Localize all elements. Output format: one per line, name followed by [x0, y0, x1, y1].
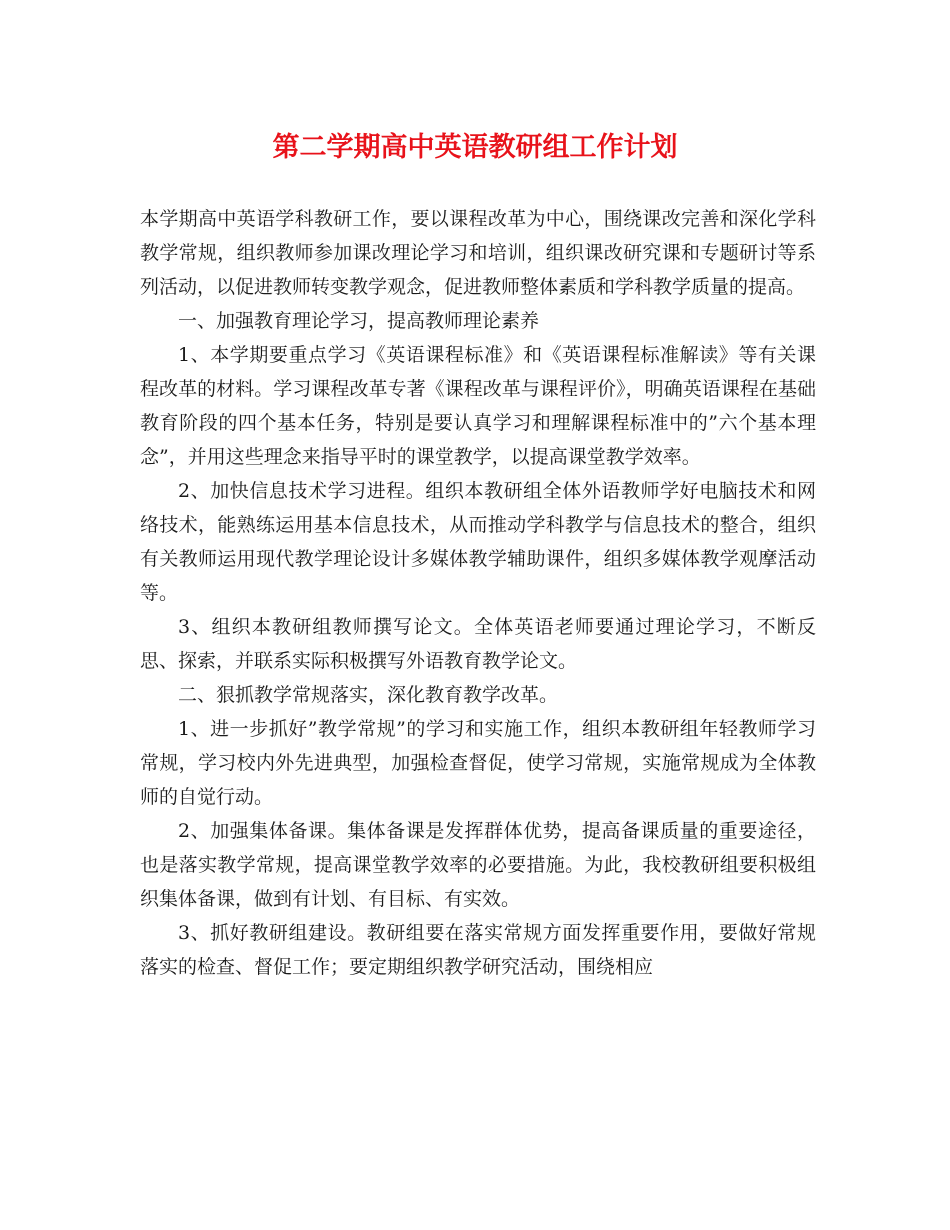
document-body: [140, 202, 816, 984]
paragraph-1-1: 1、本学期要重点学习《英语课程标准》和《英语课程标准解读》等有关课程改革的材料。学习课程改革专著《课程改革与课程评价》，明确英语课程在基础教育阶段的四个基本任务，特别是要认真学习和理解课程标准中的”六个基本理念”，并用这些理念来指导平时的课堂教学，以提高课堂教学效率。: [140, 344, 816, 468]
paragraph-2-3: 3、抓好教研组建设。教研组要在落实常规方面发挥重要作用，要做好常规落实的检查、督促工作；要定期组织教学研究活动，围绕相应: [140, 922, 816, 978]
intro-paragraph: 本学期高中英语学科教研工作，要以课程改革为中心，围绕课改完善和深化学科教学常规，组织教师参加课改理论学习和培训，组织课改研究课和专题研讨等系列活动，以促进教师转变教学观念，促进教师整体素质和学科教学质量的提高。: [140, 208, 816, 298]
paragraph-2-1: 1、进一步抓好”教学常规”的学习和实施工作，组织本教研组年轻教师学习常规，学习校内外先进典型，加强检查督促，使学习常规，实施常规成为全体教师的自觉行动。: [140, 718, 816, 808]
paragraph-1-3: 3、组织本教研组教师撰写论文。全体英语老师要通过理论学习，不断反思、探索，并联系实际积极撰写外语教育教学论文。: [140, 616, 816, 672]
section-heading-2: 二、狠抓教学常规落实，深化教育教学改革。: [178, 684, 559, 706]
paragraph-2-2: 2、加强集体备课。集体备课是发挥群体优势，提高备课质量的重要途径，也是落实教学常规，提高课堂教学效率的必要措施。为此，我校教研组要积极组织集体备课，做到有计划、有目标、有实效。: [140, 820, 816, 910]
section-heading-1: 一、加强教育理论学习，提高教师理论素养: [178, 310, 540, 332]
paragraph-1-2: 2、加快信息技术学习进程。组织本教研组全体外语教师学好电脑技术和网络技术，能熟练运用基本信息技术，从而推动学科教学与信息技术的整合，组织有关教师运用现代教学理论设计多媒体教学辅助课件，组织多媒体教学观摩活动等。: [140, 480, 816, 604]
document-title: 第二学期高中英语教研组工作计划: [272, 132, 678, 163]
